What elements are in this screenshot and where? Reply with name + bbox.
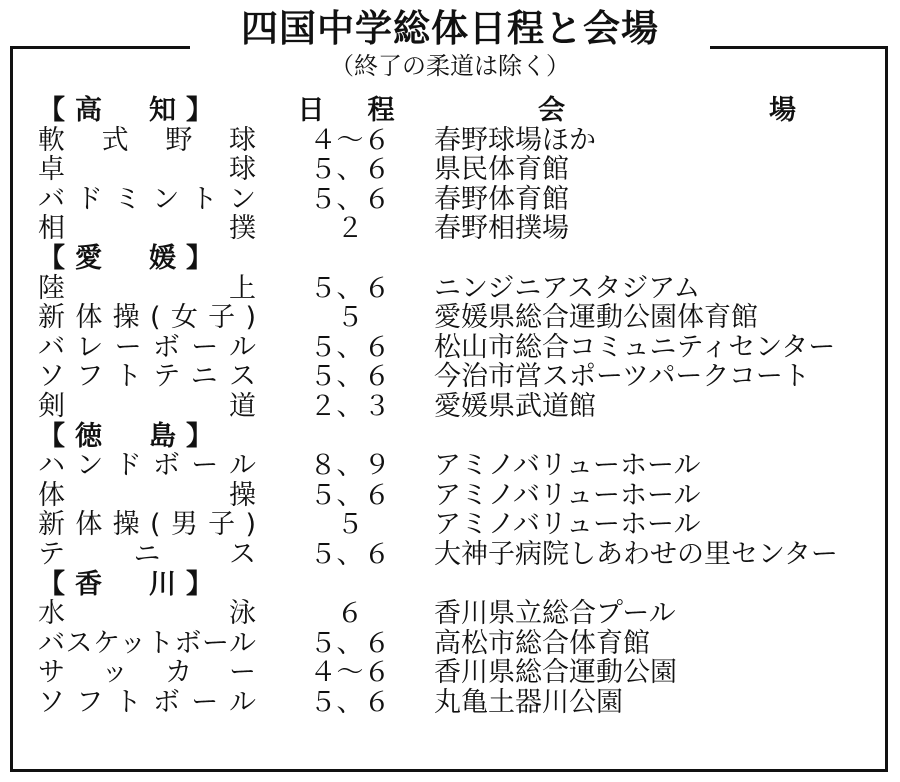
table-row	[38, 658, 878, 688]
sport-name: ソフトボール	[38, 686, 256, 718]
table-row	[38, 214, 878, 244]
event-dates: ４〜６	[309, 657, 391, 689]
sport-name: 体 操	[38, 479, 256, 511]
event-dates: ５、６	[309, 479, 391, 511]
venue-name: 県民体育館	[434, 154, 569, 186]
venue-name: アミノバリューホール	[434, 479, 701, 511]
sport-name: ハンドボール	[38, 450, 256, 482]
venue-name: ニンジニアスタジアム	[434, 272, 701, 304]
table-row	[38, 274, 878, 304]
table-row	[38, 362, 878, 392]
event-dates: ５	[336, 509, 364, 541]
date-column-header: 日 程	[297, 95, 403, 126]
event-dates: ２	[336, 213, 364, 245]
venue-name: 香川県立総合プール	[434, 598, 676, 630]
sport-name: 水 泳	[38, 598, 256, 630]
sport-name: バレーボール	[38, 331, 256, 363]
table-row	[38, 599, 878, 629]
header-row	[38, 96, 878, 126]
event-dates: ５、６	[309, 183, 391, 215]
sport-name: 剣 道	[38, 390, 256, 422]
prefecture-row	[38, 422, 878, 452]
event-dates: ５、６	[309, 627, 391, 659]
table-row	[38, 688, 878, 718]
sport-name: バスケットボール	[38, 627, 256, 659]
venue-name: 香川県総合運動公園	[434, 657, 677, 689]
table-row	[38, 333, 878, 363]
table-row	[38, 540, 878, 570]
sport-name: バドミントン	[38, 183, 256, 215]
page-subtitle: （終了の柔道は除く）	[330, 52, 570, 80]
table-row	[38, 481, 878, 511]
prefecture-label: 【香 川】	[38, 568, 223, 600]
event-dates: ５、６	[309, 331, 391, 363]
table-row	[38, 126, 878, 156]
event-dates: ４〜６	[309, 124, 391, 156]
venue-name: アミノバリューホール	[434, 450, 701, 482]
table-row	[38, 303, 878, 333]
schedule-table	[38, 96, 878, 717]
venue-name: アミノバリューホール	[434, 509, 701, 541]
event-dates: ５、６	[309, 686, 391, 718]
prefecture-label: 【徳 島】	[38, 420, 223, 452]
sport-name: ソフトテニス	[38, 361, 256, 393]
venue-name: 春野球場ほか	[434, 124, 596, 156]
sport-name: 相 撲	[38, 213, 256, 245]
sport-name: 新体操(男子)	[38, 509, 256, 541]
event-dates: ５、６	[309, 154, 391, 186]
sport-name: テ ニ ス	[38, 538, 256, 570]
sport-name: 陸 上	[38, 272, 256, 304]
page-title: 四国中学総体日程と会場	[241, 7, 659, 50]
prefecture-label: 【愛 媛】	[38, 242, 223, 274]
event-dates: ５、６	[309, 272, 391, 304]
prefecture-label: 【高 知】	[38, 95, 223, 126]
venue-name: 春野相撲場	[434, 213, 569, 245]
venue-name: 丸亀土器川公園	[434, 686, 623, 718]
venue-name: 松山市総合コミュニティセンター	[434, 331, 836, 363]
prefecture-row	[38, 244, 878, 274]
venue-name: 愛媛県武道館	[434, 390, 596, 422]
event-dates: ８、９	[309, 450, 391, 482]
venue-column-header: 会 場	[538, 95, 846, 126]
table-row	[38, 451, 878, 481]
event-dates: ６	[336, 598, 364, 630]
sport-name: サッカー	[38, 657, 256, 689]
prefecture-row	[38, 570, 878, 600]
event-dates: ５	[336, 302, 364, 334]
table-row	[38, 155, 878, 185]
venue-name: 愛媛県総合運動公園体育館	[434, 302, 758, 334]
sport-name: 卓 球	[38, 154, 256, 186]
venue-name: 今治市営スポーツパークコート	[434, 361, 810, 393]
title-block	[190, 2, 710, 94]
event-dates: ５、６	[309, 538, 391, 570]
sport-name: 軟式野球	[38, 124, 256, 156]
table-row	[38, 392, 878, 422]
venue-name: 春野体育館	[434, 183, 569, 215]
event-dates: ５、６	[309, 361, 391, 393]
table-row	[38, 185, 878, 215]
table-row	[38, 629, 878, 659]
venue-name: 大神子病院しあわせの里センター	[434, 538, 838, 570]
sport-name: 新体操(女子)	[38, 302, 256, 334]
venue-name: 高松市総合体育館	[434, 627, 650, 659]
table-row	[38, 510, 878, 540]
event-dates: ２、３	[309, 390, 391, 422]
